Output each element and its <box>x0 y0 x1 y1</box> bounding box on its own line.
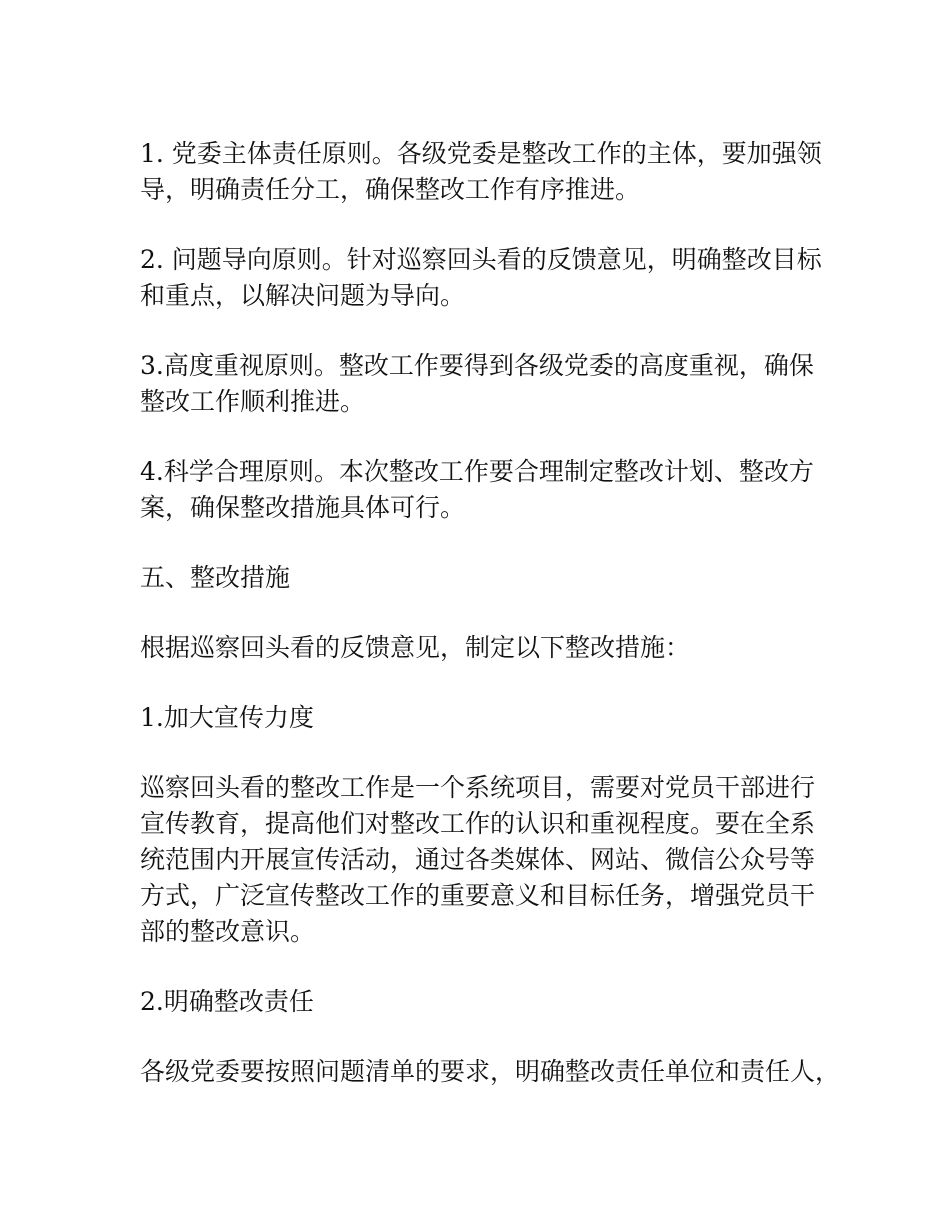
principle-2-paragraph <box>140 242 822 314</box>
text-line: 整改工作顺利推进。 <box>140 387 366 416</box>
text-line: 3.高度重视原则。整改工作要得到各级党委的高度重视，确保 <box>140 351 814 380</box>
principle-4-paragraph <box>140 454 814 526</box>
text-line: 1. 党委主体责任原则。各级党委是整改工作的主体，要加强领 <box>140 139 822 168</box>
text-line: 部的整改意识。 <box>140 917 316 946</box>
text-line: 导，明确责任分工，确保整改工作有序推进。 <box>140 175 641 204</box>
principle-1-paragraph <box>140 136 822 208</box>
text-line: 方式，广泛宣传整改工作的重要意义和目标任务，增强党员干 <box>140 881 816 910</box>
text-line: 2.明确整改责任 <box>140 987 314 1016</box>
text-line: 宣传教育，提高他们对整改工作的认识和重视程度。要在全系 <box>140 809 816 838</box>
text-line: 各级党委要按照问题清单的要求，明确整改责任单位和责任人， <box>140 1057 841 1086</box>
section-intro-paragraph <box>140 630 810 666</box>
text-line: 统范围内开展宣传活动，通过各类媒体、网站、微信公众号等 <box>140 845 816 874</box>
text-line: 根据巡察回头看的反馈意见，制定以下整改措施： <box>140 633 691 662</box>
measure-2-paragraph <box>140 1054 841 1090</box>
principle-3-paragraph <box>140 348 814 420</box>
text-line: 1.加大宣传力度 <box>140 703 314 732</box>
section-heading <box>140 560 810 596</box>
measure-2-heading <box>140 984 810 1020</box>
text-line: 五、整改措施 <box>140 563 291 592</box>
measure-1-heading <box>140 700 810 736</box>
text-line: 4.科学合理原则。本次整改工作要合理制定整改计划、整改方 <box>140 457 814 486</box>
text-line: 和重点，以解决问题为导向。 <box>140 281 466 310</box>
measure-1-paragraph <box>140 770 816 950</box>
text-line: 巡察回头看的整改工作是一个系统项目，需要对党员干部进行 <box>140 773 816 802</box>
text-line: 2. 问题导向原则。针对巡察回头看的反馈意见，明确整改目标 <box>140 245 822 274</box>
text-line: 案，确保整改措施具体可行。 <box>140 493 466 522</box>
